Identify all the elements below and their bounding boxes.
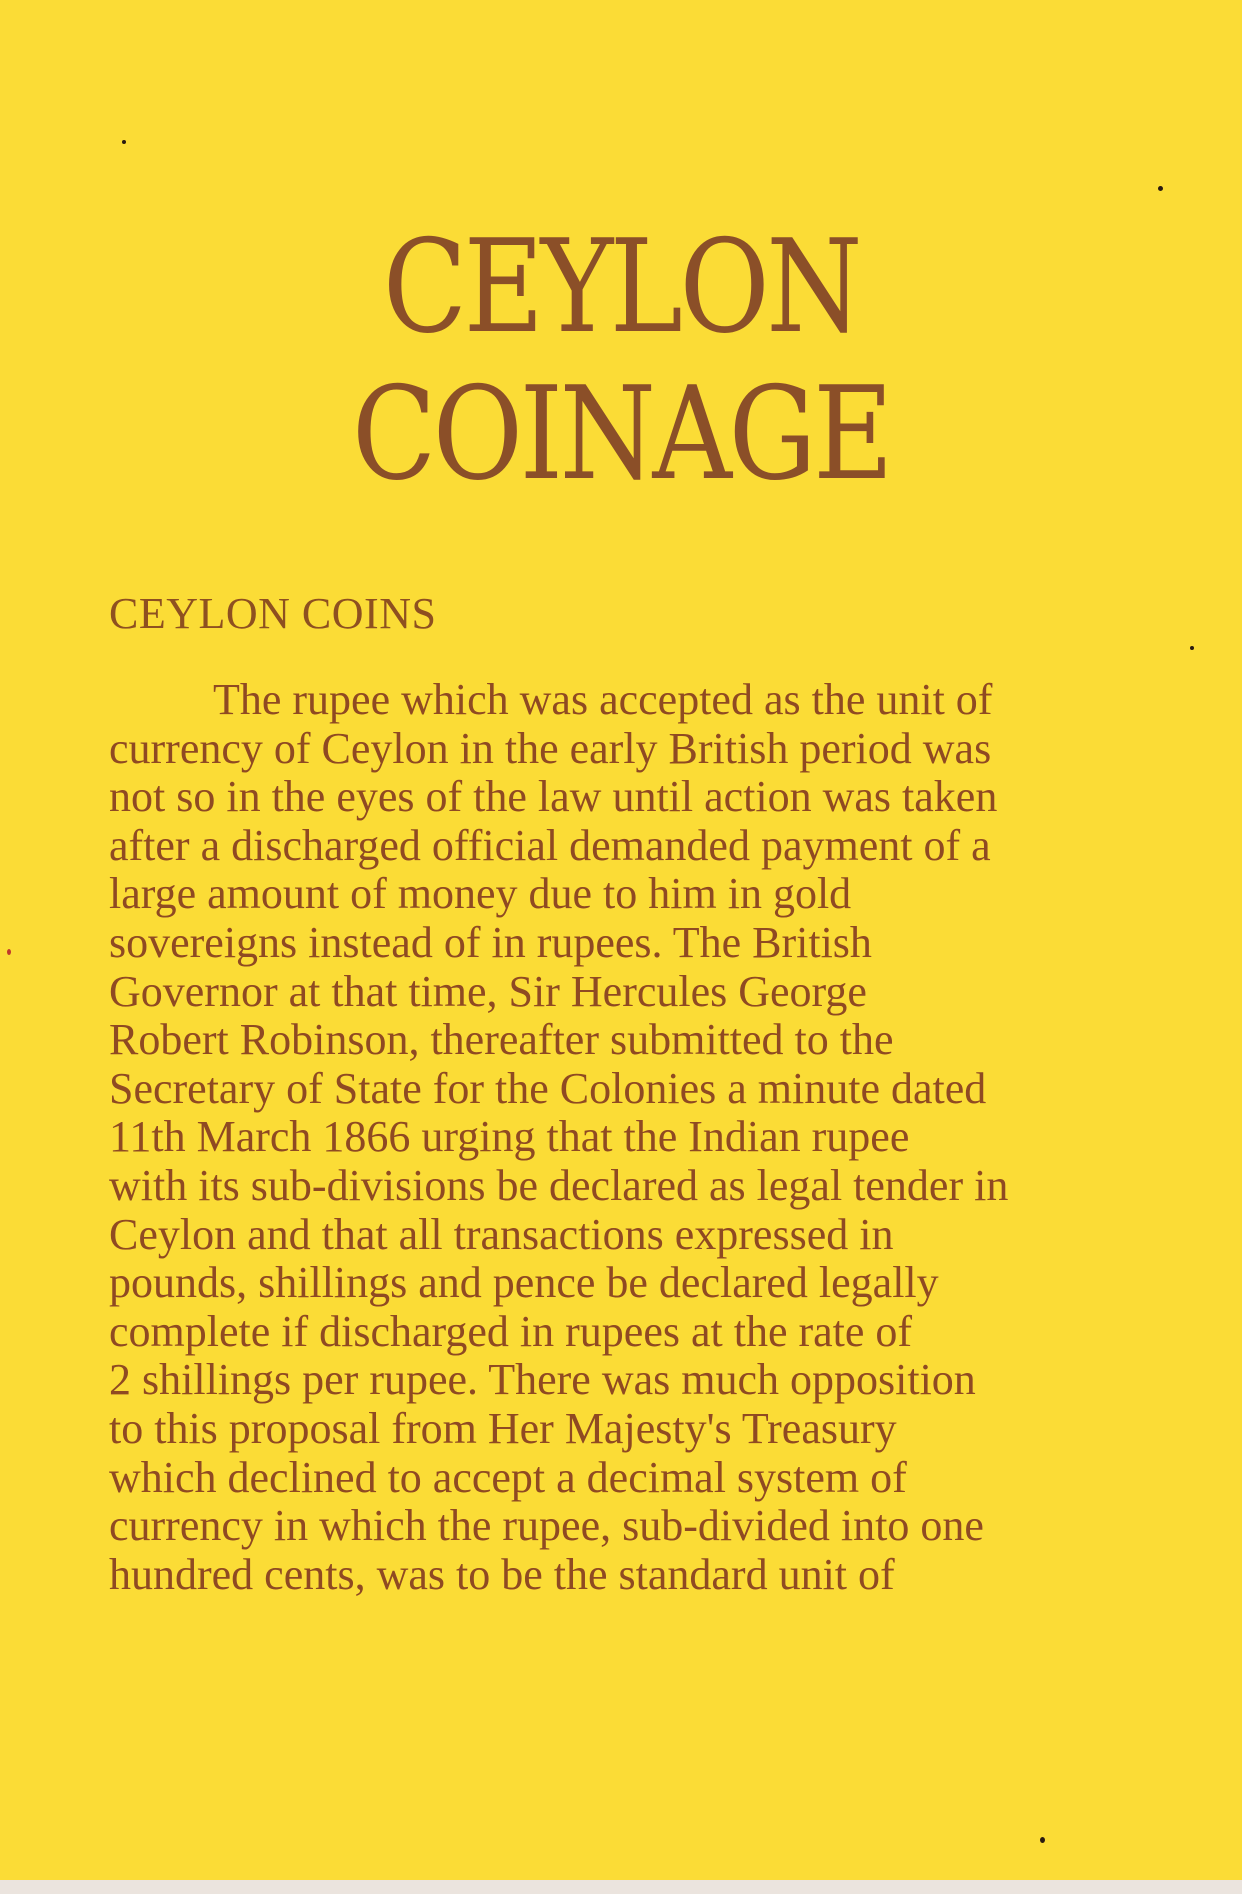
body-line: complete if discharged in rupees at the rate of xyxy=(109,1306,913,1356)
title-line-1: CEYLON xyxy=(382,213,860,362)
body-line: currency in which the rupee, sub-divided into one xyxy=(109,1501,984,1551)
paper-speck xyxy=(1190,646,1194,650)
title-line-2: COINAGE xyxy=(352,360,890,509)
body-line: sovereigns instead of in rupees. The British xyxy=(109,917,872,967)
body-line: which declined to accept a decimal system of xyxy=(109,1452,907,1502)
body-line: 11th March 1866 urging that the Indian rupee xyxy=(109,1112,910,1162)
body-line: with its sub-divisions be declared as legal tender in xyxy=(109,1160,1009,1210)
paper-speck xyxy=(1158,186,1163,191)
body-line: not so in the eyes of the law until action was taken xyxy=(109,772,998,822)
section-heading: CEYLON COINS xyxy=(109,589,437,638)
body-line: 2 shillings per rupee. There was much opposition xyxy=(109,1355,976,1405)
body-line: after a discharged official demanded payment of a xyxy=(109,820,991,870)
body-line: currency of Ceylon in the early British period was xyxy=(109,723,992,773)
body-line: Governor at that time, Sir Hercules George xyxy=(109,966,867,1016)
body-line: Ceylon and that all transactions expressed in xyxy=(109,1209,894,1259)
body-line: Secretary of State for the Colonies a minute dated xyxy=(109,1063,987,1113)
paper-speck xyxy=(122,140,126,144)
body-line: pounds, shillings and pence be declared legally xyxy=(109,1258,939,1308)
body-line: Robert Robinson, thereafter submitted to the xyxy=(109,1015,894,1065)
body-line: large amount of money due to him in gold xyxy=(109,869,852,919)
body-line: hundred cents, was to be the standard unit of xyxy=(109,1549,895,1599)
body-line: to this proposal from Her Majesty's Treasury xyxy=(109,1403,897,1453)
paper-speck xyxy=(7,949,11,955)
paper-speck xyxy=(1040,1837,1045,1843)
scan-edge xyxy=(0,1880,1242,1894)
body-paragraph xyxy=(109,676,1189,1599)
body-line: The rupee which was accepted as the unit of xyxy=(213,675,993,724)
